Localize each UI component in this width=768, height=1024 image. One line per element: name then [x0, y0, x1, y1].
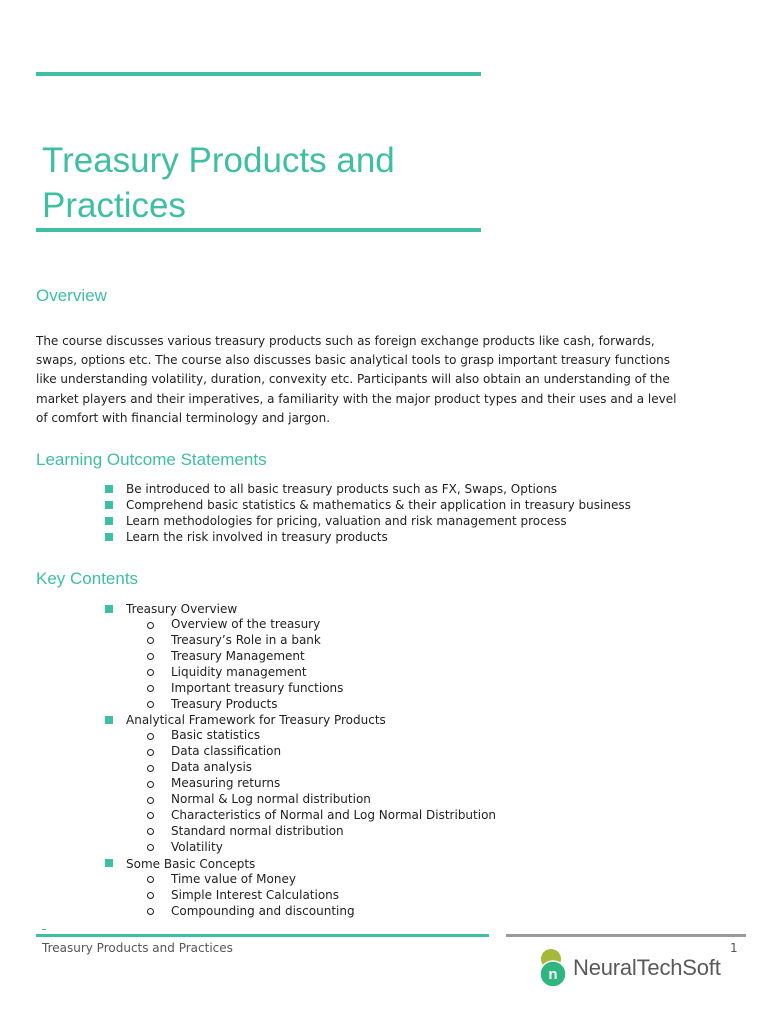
circle-bullet-icon	[147, 669, 154, 676]
contents-subtopic	[0, 728, 496, 744]
contents-subtopic-list	[126, 872, 496, 920]
contents-subtopic	[0, 776, 496, 792]
contents-topic	[0, 712, 496, 855]
circle-bullet-icon	[147, 876, 154, 883]
contents-subtopic	[0, 617, 496, 633]
contents-subtopic	[0, 904, 496, 920]
square-bullet-icon	[105, 485, 113, 493]
square-bullet-icon	[105, 501, 113, 509]
circle-bullet-icon	[147, 622, 154, 629]
learning-outcomes-heading: Learning Outcome Statements	[36, 450, 267, 469]
outcome-item-text: Learn methodologies for pricing, valuation and risk management process	[126, 514, 567, 528]
contents-subtopic-text: Characteristics of Normal and Log Normal Distribution	[171, 807, 497, 822]
footer-rule-left	[36, 934, 489, 937]
title-underline-rule	[36, 228, 481, 232]
circle-bullet-icon	[147, 844, 154, 851]
logo-letter: n	[548, 966, 558, 983]
outcome-item	[0, 513, 631, 529]
square-bullet-icon	[105, 517, 113, 525]
circle-bullet-icon	[147, 781, 154, 788]
contents-subtopic-text: Data analysis	[171, 760, 253, 775]
contents-subtopic-text: Measuring returns	[171, 776, 281, 791]
contents-subtopic-text: Data classification	[171, 744, 282, 759]
contents-subtopic-list	[126, 728, 496, 855]
contents-subtopic-list	[126, 617, 496, 712]
contents-subtopic	[0, 808, 496, 824]
contents-subtopic	[0, 872, 496, 888]
footer-rule-right	[506, 934, 746, 937]
footer-tick-mark	[42, 929, 46, 930]
overview-heading: Overview	[36, 286, 107, 305]
square-bullet-icon	[105, 716, 113, 724]
contents-topic-label: Some Basic Concepts	[126, 856, 256, 871]
circle-bullet-icon	[147, 685, 154, 692]
document-title: Treasury Products and Practices	[42, 141, 395, 225]
contents-topic	[0, 601, 496, 712]
key-contents-heading: Key Contents	[36, 569, 139, 588]
outcome-item-text: Learn the risk involved in treasury products	[126, 530, 388, 544]
circle-bullet-icon	[147, 797, 154, 804]
square-bullet-icon	[105, 533, 113, 541]
contents-subtopic	[0, 665, 496, 681]
circle-bullet-icon	[147, 765, 154, 772]
contents-subtopic-text: Basic statistics	[171, 728, 261, 743]
overview-paragraph: The course discusses various treasury products such as foreign exchange products like cash, forwards, swaps, options etc. The course also discusses basic analytical tools to grasp important treasury functions like understanding volatility, duration, convexity etc. Participants will also obtain an understanding of the market players and their imperatives, a familiarity with the major product types and their uses and a level of comfort with financial terminology and jargon.	[36, 334, 677, 425]
circle-bullet-icon	[147, 908, 154, 915]
contents-subtopic	[0, 840, 496, 856]
circle-bullet-icon	[147, 812, 154, 819]
contents-subtopic	[0, 824, 496, 840]
contents-subtopic-text: Overview of the treasury	[171, 617, 321, 631]
contents-subtopic	[0, 744, 496, 760]
contents-subtopic-text: Treasury Products	[171, 696, 278, 711]
key-contents-list	[0, 601, 496, 919]
outcome-item-text: Comprehend basic statistics & mathematics & their application in treasury business	[126, 498, 631, 512]
contents-subtopic-text: Normal & Log normal distribution	[171, 792, 371, 807]
circle-bullet-icon	[147, 892, 154, 899]
circle-bullet-icon	[147, 653, 154, 660]
circle-bullet-icon	[147, 733, 154, 740]
footer-title: Treasury Products and Practices	[42, 941, 233, 955]
top-rule	[36, 72, 481, 76]
contents-subtopic	[0, 649, 496, 665]
contents-topic-label: Analytical Framework for Treasury Products	[126, 713, 386, 728]
outcome-item-text: Be introduced to all basic treasury products such as FX, Swaps, Options	[126, 482, 558, 496]
neuraltechsoft-logo-icon	[539, 948, 573, 990]
contents-topic-label: Treasury Overview	[126, 602, 238, 616]
page-number: 1	[730, 941, 738, 955]
outcome-item	[0, 497, 631, 513]
contents-subtopic-text: Volatility	[171, 839, 223, 854]
contents-subtopic-text: Liquidity management	[171, 664, 307, 679]
contents-subtopic-text: Treasury Management	[171, 648, 305, 663]
contents-subtopic	[0, 792, 496, 808]
circle-bullet-icon	[147, 749, 154, 756]
outcome-item	[0, 481, 631, 497]
contents-subtopic-text: Standard normal distribution	[171, 823, 344, 838]
circle-bullet-icon	[147, 701, 154, 708]
square-bullet-icon	[105, 859, 113, 867]
outcome-item	[0, 529, 631, 545]
learning-outcomes-list	[0, 481, 631, 545]
contents-subtopic	[0, 697, 496, 713]
contents-subtopic	[0, 681, 496, 697]
circle-bullet-icon	[147, 828, 154, 835]
contents-subtopic-text: Compounding and discounting	[171, 903, 355, 918]
contents-subtopic-text: Time value of Money	[171, 871, 296, 886]
neuraltechsoft-logo-text: NeuralTechSoft	[573, 955, 721, 980]
contents-subtopic	[0, 760, 496, 776]
circle-bullet-icon	[147, 637, 154, 644]
contents-subtopic-text: Treasury’s Role in a bank	[171, 632, 321, 647]
contents-subtopic	[0, 888, 496, 904]
contents-topic	[0, 856, 496, 920]
contents-subtopic	[0, 633, 496, 649]
contents-subtopic-text: Important treasury functions	[171, 680, 344, 695]
contents-subtopic-text: Simple Interest Calculations	[171, 887, 340, 902]
square-bullet-icon	[105, 605, 113, 613]
